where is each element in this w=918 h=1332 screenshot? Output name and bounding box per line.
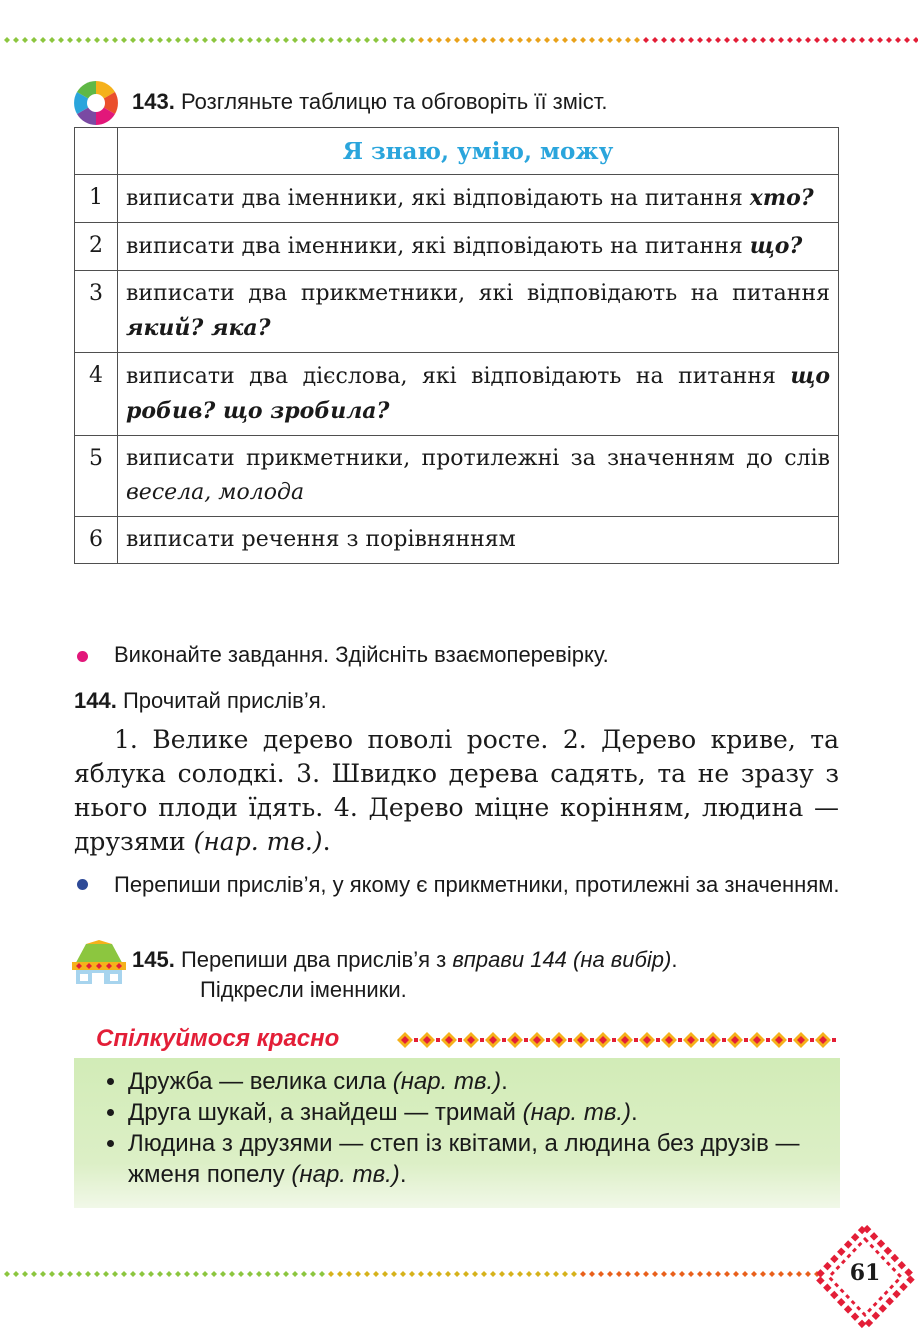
list-item: • Людина з друзями — степ із квітами, а людина без друзів — жменя попелу (нар. тв.). xyxy=(128,1128,830,1190)
table-row xyxy=(75,175,839,223)
row-text: виписати два іменники, які відповідають на питання що? xyxy=(118,223,839,271)
proverbs-list xyxy=(74,1058,840,1190)
exercise-number: 143. xyxy=(132,89,175,114)
row-text: виписати два дієслова, які відповідають на питання що робив? що зробила? xyxy=(118,353,839,436)
top-border-ornament xyxy=(0,34,918,46)
row-number: 6 xyxy=(75,517,118,564)
section-title: Спілкуймося красно xyxy=(96,1025,340,1052)
exercise-143-heading xyxy=(132,87,608,117)
exercise-number: 144. xyxy=(74,688,117,713)
proverbs-text: 1. Велике дерево поволі росте. 2. Дерево криве, та яблука солодкі. 3. Швидко дерева садять, та не зразу з нього плоди їдять. 4. Дерево міцне корінням, людина — друзями (нар. тв.). xyxy=(74,725,839,856)
house-icon xyxy=(68,940,130,988)
exercise-instruction: Прочитай прислів’я. xyxy=(122,688,327,713)
color-wheel-icon xyxy=(72,79,120,127)
blue-bullet-icon xyxy=(77,879,88,890)
exercise-reference: вправи 144 (на вибір) xyxy=(452,947,672,972)
table-header-row xyxy=(75,128,839,175)
table-row xyxy=(75,271,839,353)
row-text: виписати прикметники, протилежні за значенням до слів весела, молода xyxy=(118,436,839,517)
row-number: 5 xyxy=(75,436,118,517)
row-number: 1 xyxy=(75,175,118,223)
list-item: • Друга шукай, а знайдеш — тримай (нар. тв.). xyxy=(128,1097,830,1128)
exercise-number: 145. xyxy=(132,947,175,972)
table-row xyxy=(75,223,839,271)
row-text: виписати речення з порівнянням xyxy=(118,517,839,564)
task-143-text: Виконайте завдання. Здійсніть взаємоперевірку. xyxy=(114,642,609,667)
table-row xyxy=(75,436,839,517)
list-item: • Дружба — велика сила (нар. тв.). xyxy=(128,1066,830,1097)
row-number: 2 xyxy=(75,223,118,271)
exercise-145-heading: 145. Перепиши два прислів’я з вправи 144 (на вибір). Підкресли іменники. xyxy=(132,945,840,1005)
exercise-instruction: Розгляньте таблицю та обговоріть її зміст. xyxy=(180,89,608,114)
row-number: 3 xyxy=(75,271,118,353)
table-header-title: Я знаю, умію, можу xyxy=(118,128,839,175)
table-row xyxy=(75,517,839,564)
table-row xyxy=(75,353,839,436)
exercise-instruction-line2: Підкресли іменники. xyxy=(200,977,407,1002)
bottom-border-ornament xyxy=(0,1268,820,1280)
pink-bullet-icon xyxy=(77,651,88,662)
exercise-144-heading xyxy=(74,686,327,716)
exercise-instruction-part1: Перепиши два прислів’я з xyxy=(180,947,453,972)
table-header-blank xyxy=(75,128,118,175)
row-number: 4 xyxy=(75,353,118,436)
page-number: 61 xyxy=(849,1260,881,1286)
proverbs-box xyxy=(74,1058,840,1208)
skills-table xyxy=(74,127,839,564)
row-text: виписати два іменники, які відповідають на питання хто? xyxy=(118,175,839,223)
embroidery-ornament xyxy=(395,1030,840,1050)
row-text: виписати два прикметники, які відповідають на питання який? яка? xyxy=(118,271,839,353)
task-144-text: Перепиши прислів’я, у якому є прикметники, протилежні за значенням. xyxy=(114,872,840,897)
